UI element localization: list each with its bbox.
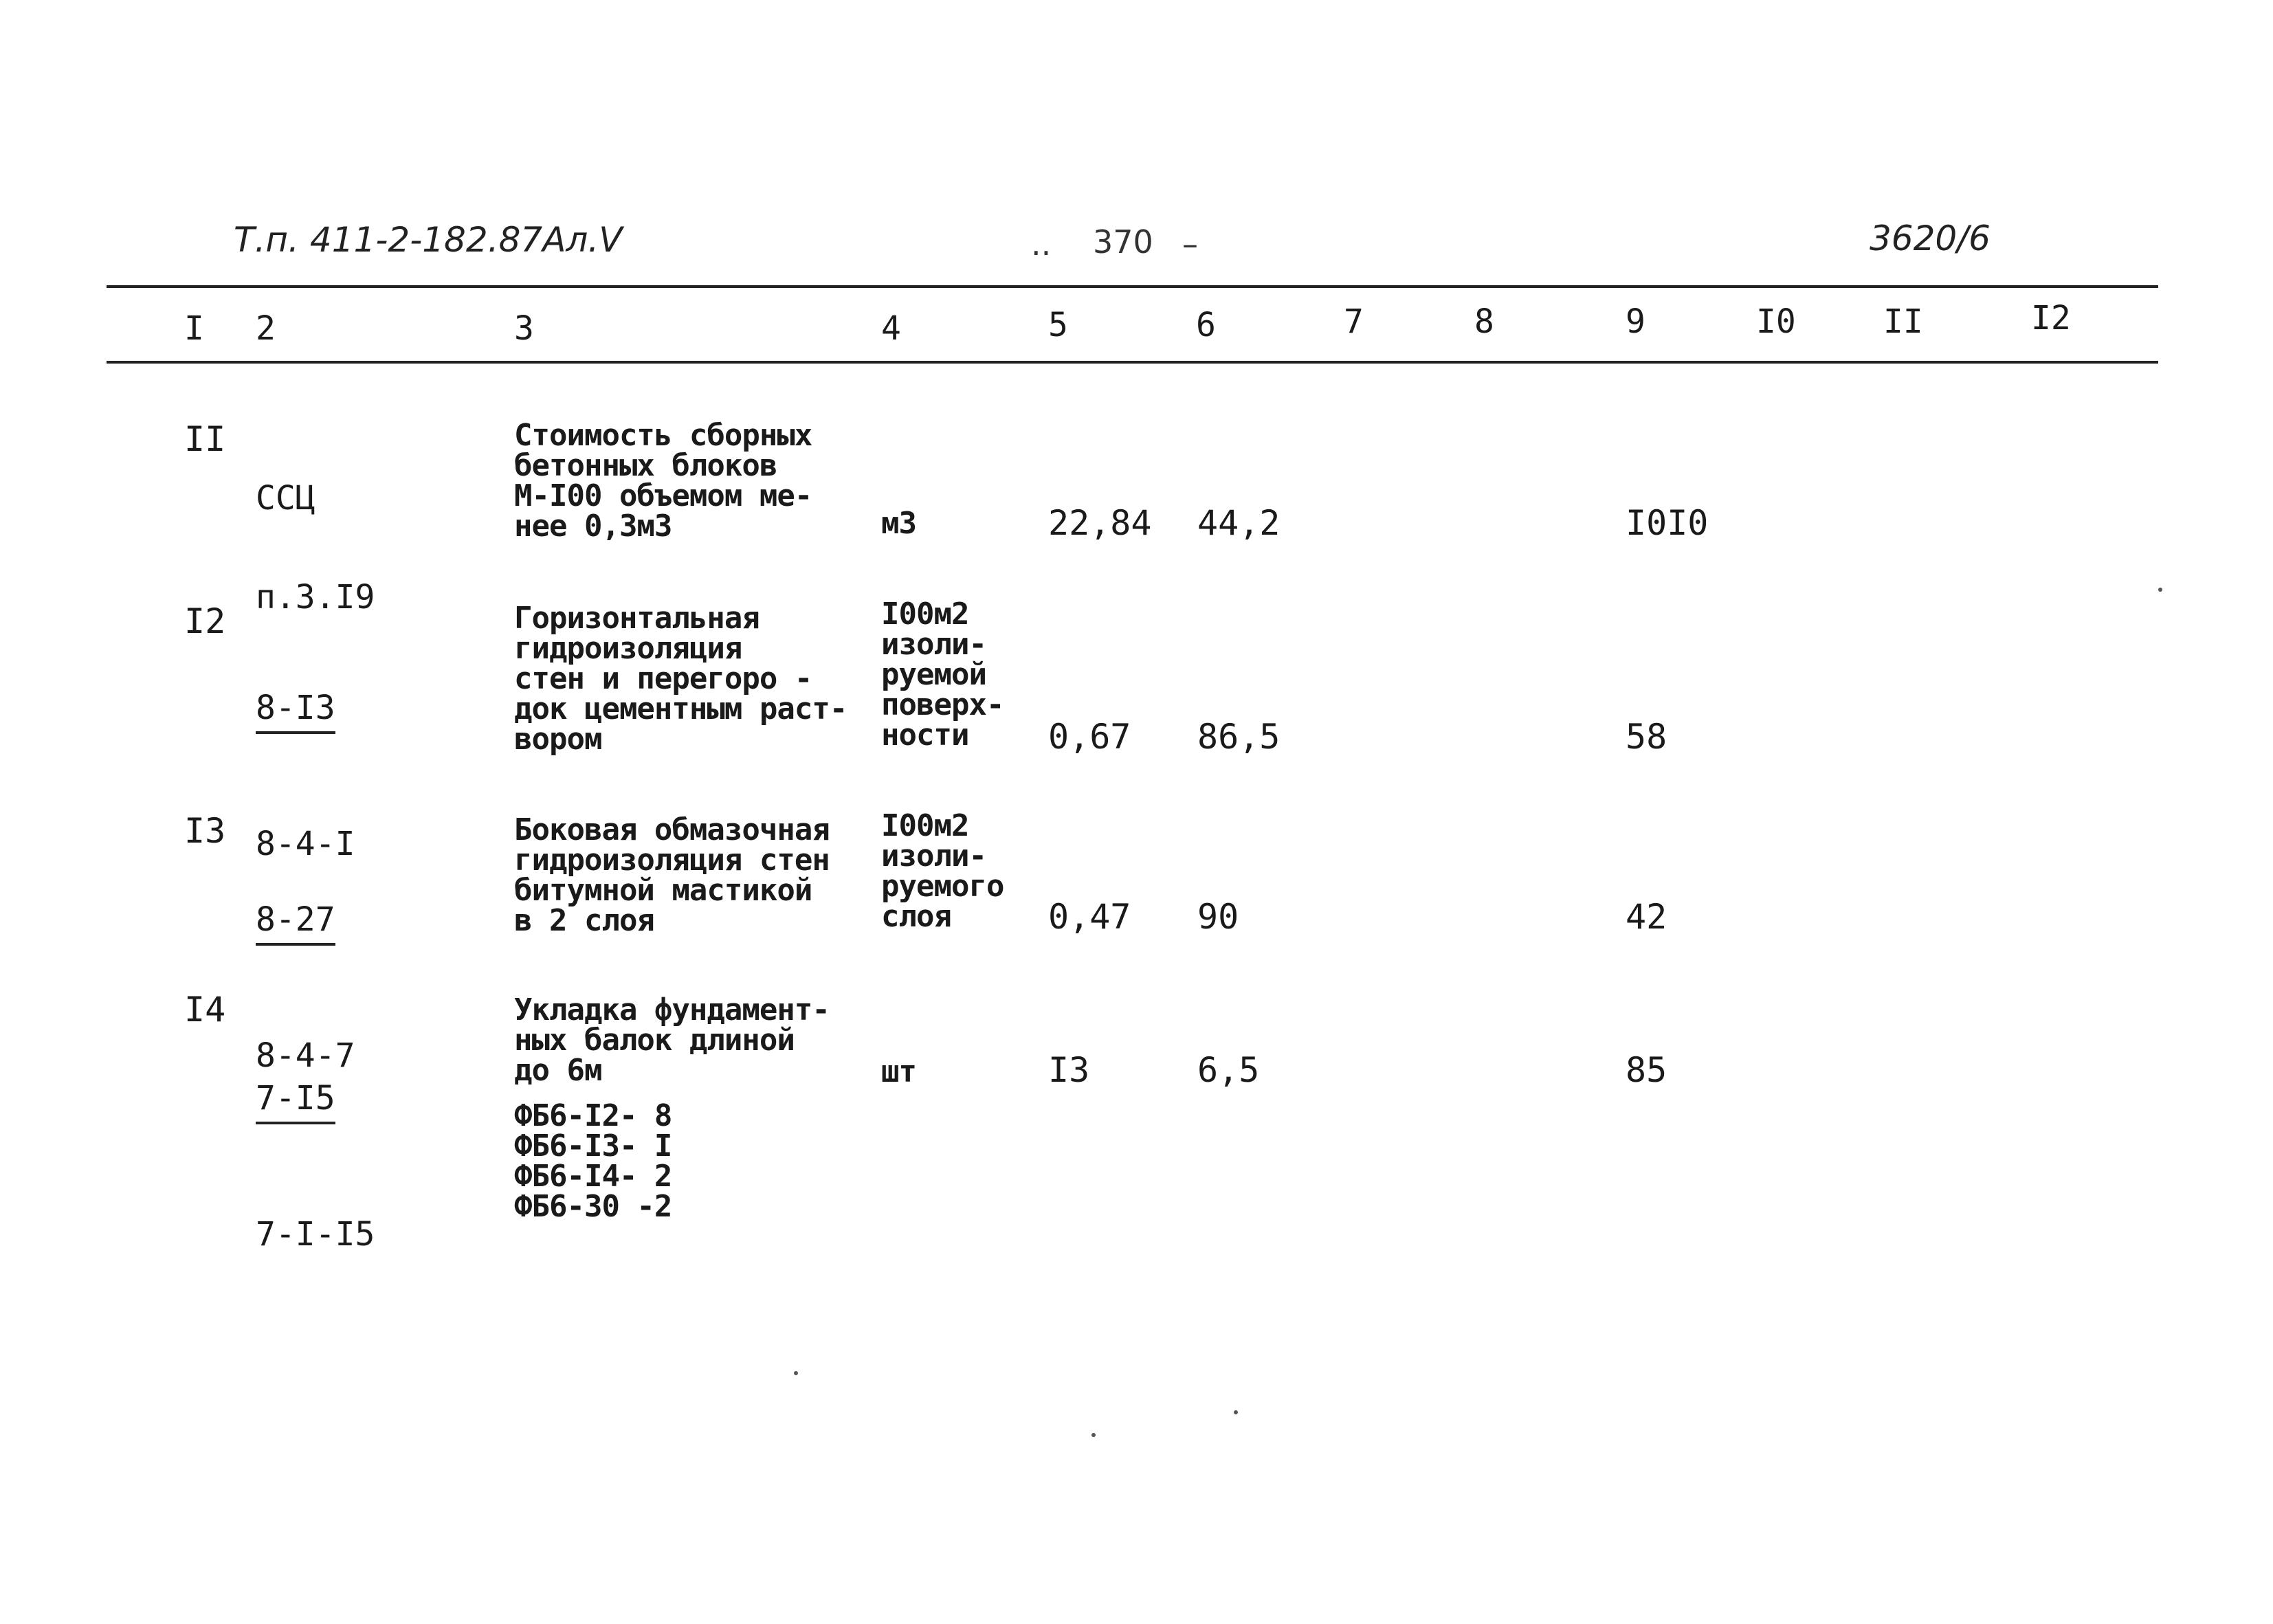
row-code-bottom: 8-4-I — [256, 825, 355, 863]
row-value-col5: 0,47 — [1048, 897, 1131, 937]
row-unit: I00м2 изоли- руемого слоя — [881, 808, 1004, 934]
row-value-col6: 86,5 — [1197, 717, 1280, 757]
row-unit: I00м2 изоли- руемой поверх- ности — [881, 597, 1004, 753]
page-number: 370 — [1093, 223, 1153, 260]
row-unit: м3 — [881, 506, 916, 541]
row-value-col6: 44,2 — [1197, 503, 1280, 543]
header-bottom-rule — [107, 361, 2158, 364]
row-value-col9: 42 — [1626, 897, 1667, 937]
row-value-col9: I0I0 — [1626, 503, 1709, 543]
scan-speck — [2158, 588, 2162, 592]
row-value-col9: 85 — [1626, 1050, 1667, 1090]
scan-speck — [1091, 1433, 1096, 1437]
column-header-6: 6 — [1196, 306, 1216, 344]
column-header-2: 2 — [256, 309, 276, 348]
row-extra-items: ФБ6-I2- 8 ФБ6-I3- I ФБ6-I4- 2 ФБ6-30 -2 — [514, 1098, 672, 1224]
row-value-col5: 22,84 — [1048, 503, 1152, 543]
column-header-3: 3 — [514, 309, 534, 348]
row-unit: шт — [881, 1054, 916, 1089]
row-code — [256, 988, 375, 1300]
row-value-col5: I3 — [1048, 1050, 1090, 1090]
row-description: Укладка фундамент- ных балок длиной до 6м — [514, 992, 830, 1088]
column-header-4: 4 — [881, 309, 901, 348]
header-top-rule — [107, 285, 2158, 288]
row-code-bottom: п.3.I9 — [256, 578, 375, 616]
column-header-5: 5 — [1048, 306, 1068, 344]
column-header-8: 8 — [1474, 302, 1494, 341]
row-code-bottom: 8-4-7 — [256, 1036, 355, 1075]
row-number: I3 — [184, 811, 226, 851]
column-header-7: 7 — [1344, 302, 1364, 341]
row-value-col6: 90 — [1197, 897, 1239, 937]
row-value-col9: 58 — [1626, 717, 1667, 757]
column-header-10: I0 — [1756, 302, 1796, 341]
row-number: II — [184, 419, 226, 459]
row-code-top: 8-I3 — [256, 686, 335, 734]
row-number: I2 — [184, 601, 226, 641]
column-header-11: II — [1883, 302, 1923, 341]
row-code-top: 7-I5 — [256, 1076, 335, 1124]
scan-speck — [794, 1371, 798, 1375]
row-description: Горизонтальная гидроизоляция стен и перегоро - док цементным раст- вором — [514, 601, 847, 757]
row-description: Боковая обмазочная гидроизоляция стен битумной мастикой в 2 слоя — [514, 812, 830, 938]
row-code-bottom: 7-I-I5 — [256, 1215, 375, 1254]
row-code-top: 8-27 — [256, 898, 335, 946]
column-header-1: I — [184, 309, 204, 348]
scan-speck — [1234, 1410, 1238, 1414]
column-header-9: 9 — [1626, 302, 1645, 341]
page-number-prefix: .. — [1031, 225, 1052, 263]
sheet-code: 3620/6 — [1870, 219, 1991, 258]
row-value-col6: 6,5 — [1197, 1050, 1260, 1090]
row-description: Стоимость сборных бетонных блоков М-I00 объемом ме- нее 0,3м3 — [514, 418, 812, 544]
row-code-top: ССЦ — [256, 479, 315, 518]
row-value-col5: 0,67 — [1048, 717, 1131, 757]
row-number: I4 — [184, 990, 226, 1030]
column-header-12: I2 — [2031, 299, 2071, 337]
document-code: Т.п. 411-2-182.87Ал.V — [234, 220, 623, 260]
page-number-suffix: – — [1182, 225, 1198, 263]
